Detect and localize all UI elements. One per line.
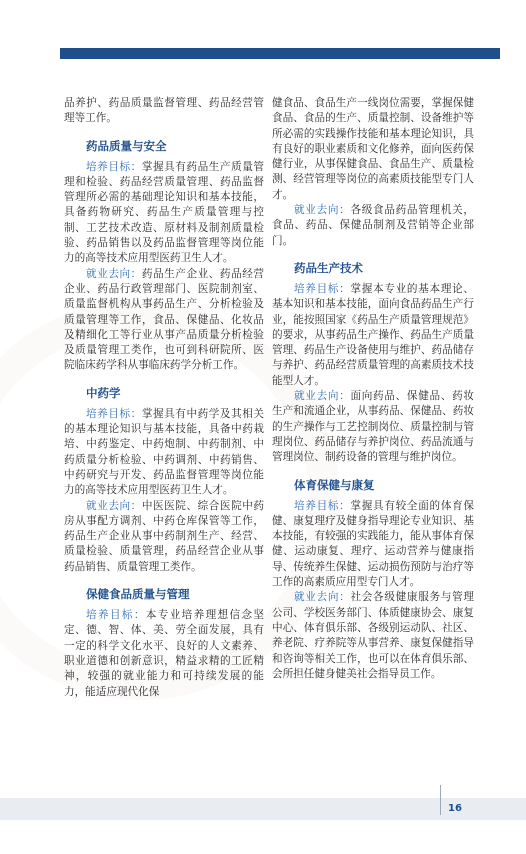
section-goal bbox=[64, 608, 264, 700]
goal-label: 培养目标： bbox=[86, 609, 146, 622]
goal-text: 掌握具有中药学及其相关的基本理论知识与基本技能，具备中药栽培、中药鉴定、中药炮制、中药制剂、中药质量分析检验、中药调剂、中药销售、中药研究与开发、药品监督管理等岗位能力的高等技术应用型医药卫生人才。 bbox=[64, 407, 265, 497]
section-title: 中药学 bbox=[86, 385, 121, 400]
job-text: 面向药品、保健品、药妆生产和流通企业，从事药品、保健品、药妆的生产操作与工艺控制岗位、质量控制与管理岗位、药品储存与养护岗位、药品流通与管理岗位、制药设备的管理与维护岗位。 bbox=[272, 390, 474, 464]
section-goal bbox=[272, 499, 474, 591]
section-job bbox=[64, 267, 264, 374]
right-intro: 健食品、食品生产一线岗位需要，掌握保健食品、食品的生产、质量控制、设备维护等所必需的实践操作技能和基本理论知识，具有良好的职业素质和文化修养，面向医药保健行业，从事保健食品、食品生产、质量检测、经营管理等岗位的高素质技能型专门人才。 bbox=[272, 97, 474, 201]
section-title: 保健食品质量与管理 bbox=[86, 587, 190, 602]
goal-text: 掌握本专业的基本理论、基本知识和基本技能，面向食品药品生产行业，能按照国家《药品生产质量管理规范》的要求，从事药品生产操作、药品生产质量管理、药品生产设备使用与维护、药品储存与养护、药品经营质量管理的高素质技术技能型人才。 bbox=[272, 282, 474, 387]
left-column bbox=[64, 96, 264, 700]
job-text: 各级食品药品管理机关，食品、药品、保健品制剂及营销等企业部门。 bbox=[272, 204, 474, 247]
footer-divider bbox=[440, 785, 441, 815]
section-job bbox=[272, 389, 474, 465]
section-goal bbox=[64, 160, 264, 267]
header-bar bbox=[60, 48, 500, 59]
job-label: 就业去向： bbox=[294, 390, 351, 403]
section-job bbox=[272, 203, 474, 249]
job-text: 社会各级健康服务与管理公司、学校医务部门、体质健康协会、康复中心、体育俱乐部、各级别运动队、社区、养老院、疗养院等从事营养、康复保健指导和咨询等相关工作，也可以在体育俱乐部、会所担任健身健美社会指导员工作。 bbox=[272, 591, 474, 680]
section-title: 药品质量与安全 bbox=[86, 138, 167, 153]
job-label: 就业去向： bbox=[294, 591, 351, 604]
section-goal bbox=[272, 282, 474, 389]
goal-label: 培养目标： bbox=[86, 407, 142, 420]
goal-text: 本专业培养理想信念坚定、德、智、体、美、劳全面发展，具有一定的科学文化水平、良好的人文素养、职业道德和创新意识，精益求精的工匠精神，较强的就业能力和可持续发展的能力，能适应现代化保 bbox=[64, 609, 265, 698]
section-title: 药品生产技术 bbox=[294, 260, 363, 275]
goal-text: 掌握具有药品生产质量管理和检验、药品经营质量管理、药品监督管理所必需的基础理论知识和基本技能，具备药物研究、药品生产质量管理与控制、工艺技术改造、原材料及制剂质量检验、药品销售以及药品监督管理等岗位能力的高等技术应用型医药卫生人才。 bbox=[64, 160, 265, 265]
section-job bbox=[64, 499, 264, 575]
goal-text: 掌握具有较全面的体育保健、康复理疗及健身指导理论专业知识、基本技能，有较强的实践能力，能从事体育保健、运动康复、理疗、运动营养与健康指导、传统养生保健、运动损伤预防与治疗等工作的高素质应用型专门人才。 bbox=[272, 499, 474, 589]
goal-label: 培养目标： bbox=[294, 499, 351, 512]
right-column bbox=[272, 96, 474, 682]
job-text: 药品生产企业、药品经营企业、药品行政管理部门、医院制剂室、质量监督机构从事药品生产、分析检验及质量管理等工作，食品、保健品、化妆品及精细化工等行业从事产品质量分析检验及质量管理工类作，也可到科研院所、医院临床药学科从事临床药学分析工作。 bbox=[64, 267, 265, 372]
job-label: 就业去向： bbox=[294, 204, 351, 217]
goal-label: 培养目标： bbox=[86, 160, 142, 173]
job-label: 就业去向： bbox=[86, 267, 142, 280]
section-goal bbox=[64, 407, 264, 499]
job-text: 中医医院、综合医院中药房从事配方调剂、中药仓库保管等工作，药品生产企业从事中药制剂生产、经营、质量检验、质量管理，药品经营企业从事药品销售、质量管理工类作。 bbox=[64, 499, 265, 573]
page-number: 16 bbox=[448, 803, 462, 814]
job-label: 就业去向： bbox=[86, 499, 142, 512]
left-intro: 品养护、药品质量监督管理、药品经营管理等工作。 bbox=[64, 97, 264, 125]
goal-label: 培养目标： bbox=[294, 282, 351, 295]
section-title: 体育保健与康复 bbox=[294, 477, 375, 492]
section-job bbox=[272, 590, 474, 682]
